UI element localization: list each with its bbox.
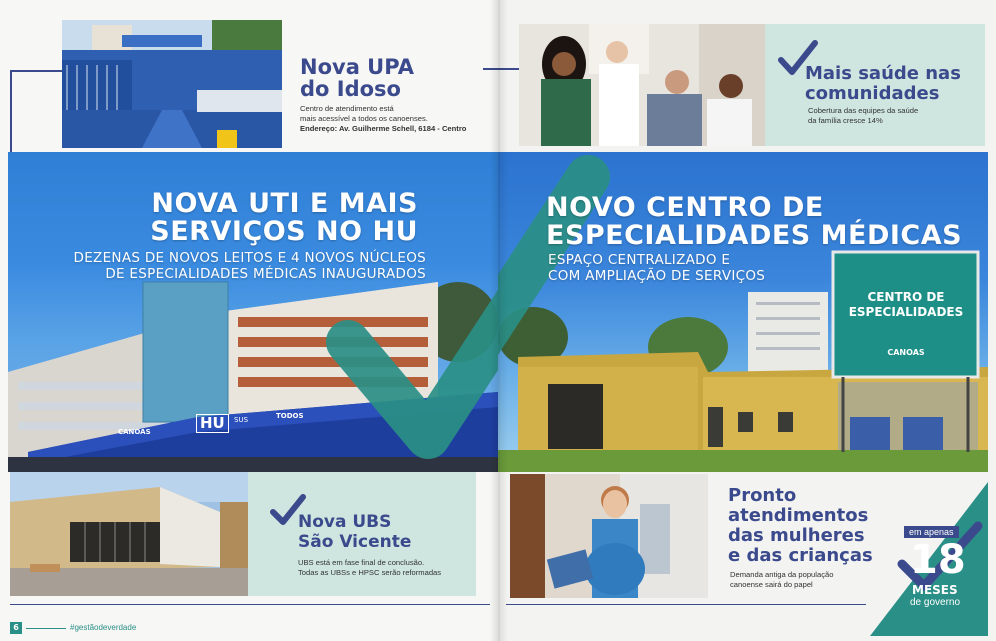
uti-banner — [8, 152, 498, 472]
pronto-title-line3: das mulheres — [728, 525, 865, 546]
upa-address: Endereço: Av. Guilherme Schell, 6184 - Centro — [300, 124, 467, 133]
uti-sign-todos: TODOS — [276, 412, 304, 420]
centro-sub-line1: ESPAÇO CENTRALIZADO E — [548, 252, 731, 268]
footer-divider — [26, 628, 66, 629]
centro-sign-line2: ESPECIALIDADES — [848, 305, 964, 319]
centro-sign — [836, 290, 976, 320]
upa-desc-line2: mais acessível a todos os canoenses. — [300, 114, 428, 123]
pronto-desc-line1: Demanda antiga da população — [730, 570, 834, 579]
uti-sign-canoas: CANOAS — [118, 428, 151, 436]
upa-title-line1: Nova UPA — [300, 55, 414, 79]
centro-title-line2: ESPECIALIDADES MÉDICAS — [546, 220, 963, 251]
months-badge — [870, 482, 988, 636]
footer-hashtag: #gestãodeverdade — [70, 623, 137, 632]
saude-desc-line2: da família cresce 14% — [808, 116, 883, 125]
badge-number: 18 — [910, 537, 966, 583]
ubs-title-line1: Nova UBS — [298, 512, 392, 532]
badge-prefix: em apenas — [904, 526, 959, 538]
pronto-title-line4: e das crianças — [728, 545, 873, 566]
badge-line2: de governo — [910, 597, 961, 608]
uti-title-line2: SERVIÇOS NO HU — [150, 216, 418, 247]
centro-sign-brand: CANOAS — [887, 348, 925, 357]
pronto-title-line2: atendimentos — [728, 505, 869, 526]
saude-title-line2: comunidades — [805, 83, 940, 104]
badge-line1: MESES — [912, 583, 958, 597]
uti-sub-line2: DE ESPECIALIDADES MÉDICAS INAUGURADOS — [105, 266, 426, 282]
footer-rule — [506, 604, 866, 605]
book-spine — [490, 0, 508, 641]
saude-title-line1: Mais saúde nas — [805, 63, 961, 84]
ubs-photo — [10, 472, 248, 596]
ubs-desc-line1: UBS está em fase final de conclusão. — [298, 558, 425, 567]
upa-desc-line1: Centro de atendimento está — [300, 104, 394, 113]
centro-sign-line1: CENTRO DE — [867, 290, 945, 304]
frame-line — [10, 70, 12, 152]
uti-sub-line1: DEZENAS DE NOVOS LEITOS E 4 NOVOS NÚCLEOS — [73, 250, 426, 266]
ubs-title-line2: São Vicente — [298, 532, 412, 552]
pronto-desc-line2: canoense sairá do papel — [730, 580, 813, 589]
page-number: 6 — [10, 622, 22, 634]
upa-photo — [62, 20, 282, 148]
centro-title-line1: NOVO CENTRO DE — [546, 192, 824, 223]
uti-sign-hu: HU — [196, 414, 229, 433]
uti-sign-sus: SUS — [234, 416, 249, 424]
uti-title-line1: NOVA UTI E MAIS — [151, 188, 418, 219]
centro-banner — [498, 152, 988, 472]
pronto-title-line1: Pronto — [728, 485, 797, 506]
saude-photo — [519, 24, 765, 146]
centro-sub-line2: COM AMPLIAÇÃO DE SERVIÇOS — [548, 268, 766, 284]
frame-line — [10, 70, 62, 72]
footer-rule — [10, 604, 490, 605]
saude-desc-line1: Cobertura das equipes da saúde — [808, 106, 919, 115]
upa-title-line2: do Idoso — [300, 77, 401, 101]
ubs-desc-line2: Todas as UBSs e HPSC serão reformadas — [298, 568, 442, 577]
pronto-photo — [510, 474, 708, 598]
